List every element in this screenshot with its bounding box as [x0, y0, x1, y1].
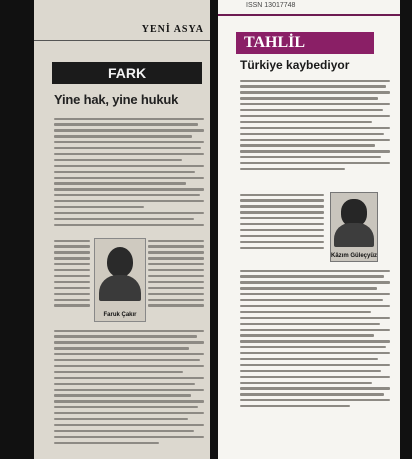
section-label-tahlil: TAHLİL [236, 32, 374, 54]
right-clipping [210, 0, 412, 459]
left-newspaper-page [34, 0, 210, 459]
right-newspaper-page [218, 0, 400, 459]
article-body-bottom [54, 326, 204, 447]
section-label-fark: FARK [52, 62, 202, 84]
portrait-shoulders [334, 223, 374, 247]
portrait-head [107, 247, 133, 277]
article-body-left-col [54, 236, 90, 310]
photo-caption-right: Kâzım Güleçyüz [331, 253, 378, 259]
author-photo-left [94, 238, 146, 322]
portrait-shoulders [99, 275, 141, 301]
masthead-logo: YENİ ASYA [141, 24, 204, 35]
article-body-top [54, 114, 204, 230]
masthead-divider [34, 22, 210, 41]
article-body-right-narrow [240, 190, 324, 253]
top-accent-bar [218, 14, 400, 16]
author-photo-right [330, 192, 378, 262]
article-body-right-col [148, 236, 204, 310]
photo-caption-left: Faruk Çakır [103, 312, 137, 318]
article-body-right-top [240, 76, 390, 174]
article-body-right-bottom [240, 266, 390, 411]
issn-number: ISSN 13017748 [246, 2, 296, 9]
article-headline-right: Türkiye kaybediyor [240, 58, 350, 72]
article-headline-left: Yine hak, yine hukuk [54, 92, 179, 107]
